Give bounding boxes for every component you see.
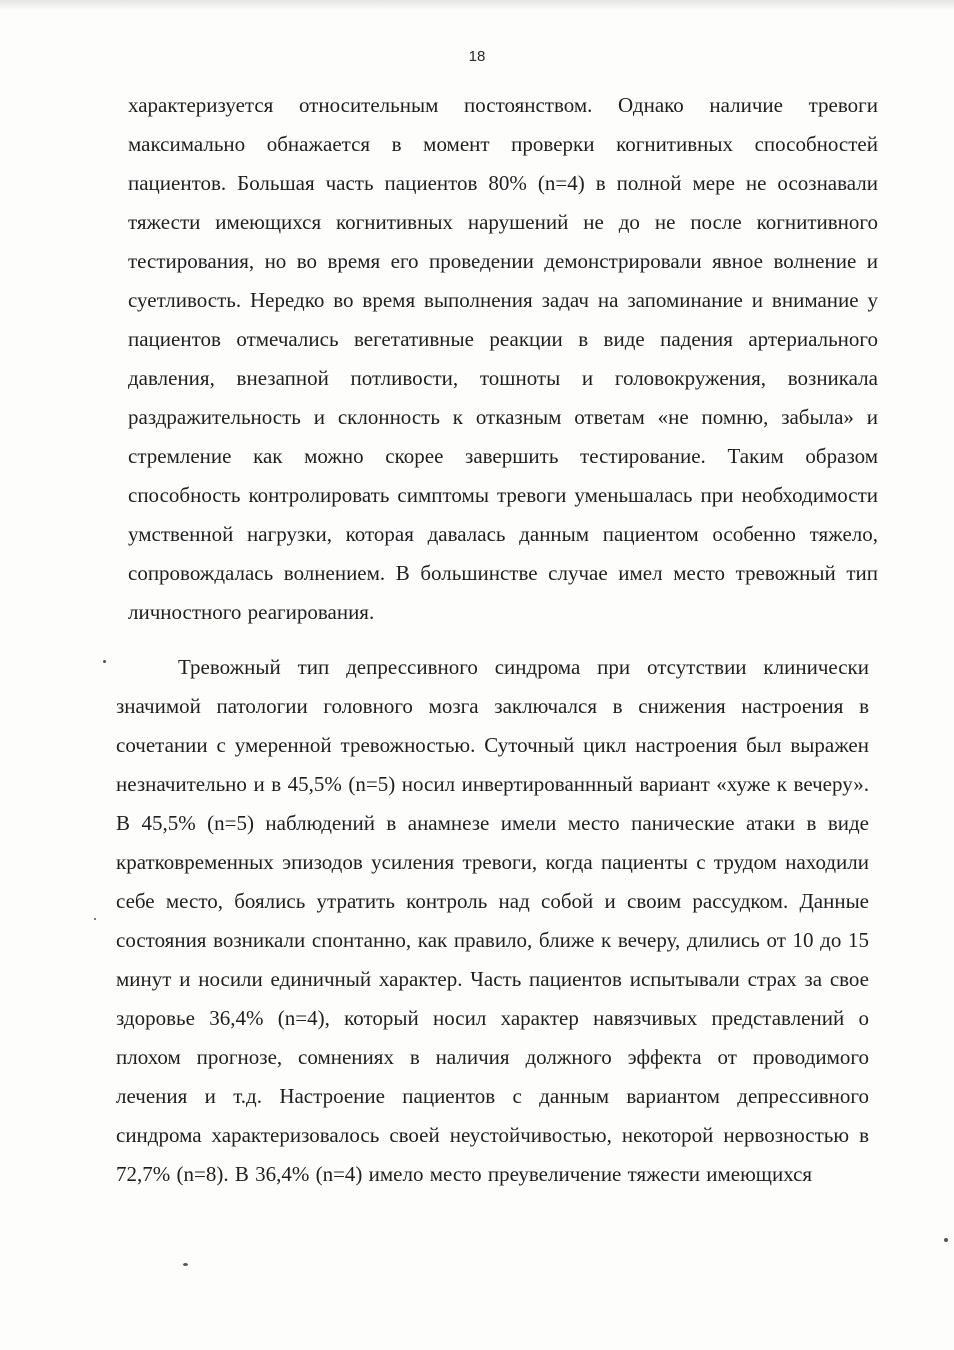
scan-speck (94, 918, 96, 920)
paragraph-1: характеризуется относительным постоянством. Однако наличие тревоги максимально обнажается в момент проверки когнитивных способностей пациентов. Большая часть пациентов 80% (n=4) в полной мере не осознавали тяжести имеющихся когнитивных нарушений не до не после когнитивного тестирования, но во время его проведении демонстрировали явное волнение и суетливость. Нередко во время выполнения задач на запоминание и внимание у пациентов отмечались вегетативные реакции в виде падения артериального давления, внезапной потливости, тошноты и головокружения, возникала раздражительность и склонность к отказным ответам «не помню, забыла» и стремление как можно скорее завершить тестирование. Таким образом способность контролировать симптомы тревоги уменьшалась при необходимости умственной нагрузки, которая давалась данным пациентом особенно тяжело, сопровождалась волнением. В большинстве случае имел место тревожный тип личностного реагирования. (128, 93, 878, 624)
page-number: 18 (468, 48, 486, 65)
scan-speck (183, 1263, 188, 1266)
scan-edge-shadow (0, 0, 954, 10)
scan-speck (944, 1238, 948, 1242)
scan-speck (103, 660, 106, 663)
paragraph-2: Тревожный тип депрессивного синдрома при отсутствии клинически значимой патологии головного мозга заключался в снижения настроения в сочетании с умеренной тревожностью. Суточный цикл настроения был выражен незначительно и в 45,5% (n=5) носил инвертированнный вариант «хуже к вечеру». В 45,5% (n=5) наблюдений в анамнезе имели место панические атаки в виде кратковременных эпизодов усиления тревоги, когда пациенты с трудом находили себе место, боялись утратить контроль над собой и своим рассудком. Данные состояния возникали спонтанно, как правило, ближе к вечеру, длились от 10 до 15 минут и носили единичный характер. Часть пациентов испытывали страх за свое здоровье 36,4% (n=4), который носил характер навязчивых представлений о плохом прогнозе, сомнениях в наличия должного эффекта от проводимого лечения и т.д. Настроение пациентов с данным вариантом депрессивного синдрома характеризовалось своей неустойчивостью, некоторой нервозностью в 72,7% (n=8). В 36,4% (n=4) имело место преувеличение тяжести имеющихся (116, 655, 869, 1186)
